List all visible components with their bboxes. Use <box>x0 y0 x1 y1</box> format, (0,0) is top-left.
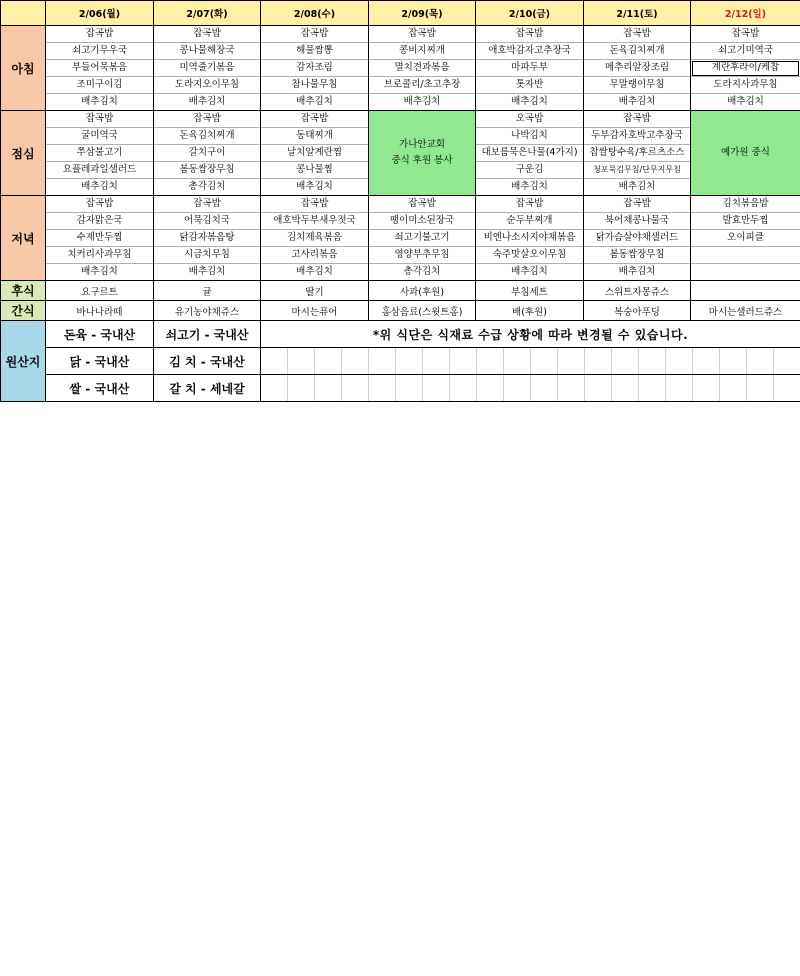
menu-item: 닭감자볶음탕 <box>154 230 260 247</box>
menu-item: 배추김치 <box>296 181 333 192</box>
menu-item: 영양부추무침 <box>369 247 475 264</box>
menu-item: 잡곡밥 <box>476 196 583 213</box>
origin-item: 김 치 - 국내산 <box>154 348 261 375</box>
notice-text: *위 식단은 식재료 수급 상황에 따라 변경될 수 있습니다. <box>261 321 800 348</box>
snack-cell: 홍삼음료(스윗트홍) <box>369 301 476 321</box>
menu-item: 오곡밥 <box>476 111 583 128</box>
dessert-cell <box>691 281 800 301</box>
menu-item: 두부감자호박고추장국 <box>584 128 690 145</box>
day-header-wed: 2/08(수) <box>261 1 369 26</box>
menu-item: 해물짬뽕 <box>261 43 368 60</box>
lunch-label: 점심 <box>1 111 46 196</box>
menu-item: 배추김치 <box>511 181 548 192</box>
breakfast-cell <box>46 26 154 111</box>
menu-item: 마파두부 <box>476 60 583 77</box>
menu-item: 브로콜리/초고추장 <box>369 77 475 94</box>
menu-item: 중식 후원 봉사 <box>391 155 453 166</box>
menu-item: 청포묵김무침/단무지무침 <box>584 162 690 179</box>
lunch-cell <box>584 111 691 196</box>
menu-item: 봄동쌈장무침 <box>154 162 260 179</box>
menu-item: 미역줄기볶음 <box>154 60 260 77</box>
breakfast-cell <box>154 26 261 111</box>
dessert-cell: 귤 <box>154 281 261 301</box>
menu-item: 어묵김치국 <box>154 213 260 230</box>
lunch-row <box>1 111 800 196</box>
menu-item: 콩나물찜 <box>261 162 368 179</box>
menu-item: 멸치견과볶음 <box>369 60 475 77</box>
menu-item: 잡곡밥 <box>476 26 583 43</box>
menu-item: 굴미역국 <box>46 128 153 145</box>
menu-item: 계란후라이/케찹 <box>691 60 800 77</box>
menu-item: 구운김 <box>476 162 583 179</box>
dinner-cell <box>154 196 261 281</box>
menu-item: 톳자반 <box>476 77 583 94</box>
menu-item: 팽이미소된장국 <box>369 213 475 230</box>
lunch-cell <box>476 111 584 196</box>
header-corner <box>1 1 46 26</box>
day-header-sun: 2/12(일) <box>691 1 800 26</box>
dinner-cell <box>261 196 369 281</box>
menu-item: 콩비지찌개 <box>369 43 475 60</box>
menu-item: 돈육김치찌개 <box>154 128 260 145</box>
dinner-row <box>1 196 800 281</box>
lunch-cell <box>369 111 476 196</box>
menu-item: 쭈삼불고기 <box>46 145 153 162</box>
menu-item: 북어채콩나물국 <box>584 213 690 230</box>
breakfast-cell <box>584 26 691 111</box>
origin-item: 쇠고기 - 국내산 <box>154 321 261 348</box>
origin-row-2 <box>1 348 800 375</box>
dessert-cell: 요구르트 <box>46 281 154 301</box>
dessert-cell: 딸기 <box>261 281 369 301</box>
menu-item: 치커리사과무침 <box>46 247 153 264</box>
menu-item: 감자조림 <box>261 60 368 77</box>
menu-item: 시금치무침 <box>154 247 260 264</box>
menu-item: 잡곡밥 <box>261 196 368 213</box>
menu-item: 발효만두찜 <box>691 213 800 230</box>
menu-item: 잡곡밥 <box>261 26 368 43</box>
menu-item: 갈치구이 <box>154 145 260 162</box>
menu-item: 도라지사과무침 <box>691 77 800 94</box>
menu-item: 메추리알장조림 <box>584 60 690 77</box>
snack-row <box>1 301 800 321</box>
origin-row-3 <box>1 375 800 402</box>
breakfast-cell <box>369 26 476 111</box>
menu-item: 잡곡밥 <box>584 111 690 128</box>
menu-item: 애호박감자고추장국 <box>476 43 583 60</box>
day-header-mon: 2/06(월) <box>46 1 154 26</box>
menu-item: 참나물무침 <box>261 77 368 94</box>
header-row <box>1 1 800 26</box>
menu-item: 배추김치 <box>618 266 656 277</box>
menu-item: 숙주맛살오이무침 <box>476 247 583 264</box>
menu-item: 쇠고기미역국 <box>691 43 800 60</box>
menu-item: 잡곡밥 <box>154 26 260 43</box>
menu-item: 무말랭이무침 <box>584 77 690 94</box>
menu-item: 애호박두부새우젓국 <box>261 213 368 230</box>
breakfast-row <box>1 26 800 111</box>
origin-item: 쌀 - 국내산 <box>46 375 154 402</box>
menu-item: 배추김치 <box>727 96 764 107</box>
origin-item: 갈 치 - 세네갈 <box>154 375 261 402</box>
menu-item: 쇠고기불고기 <box>369 230 475 247</box>
empty-grid <box>261 348 800 375</box>
menu-item: 비엔나소시지야채볶음 <box>476 230 583 247</box>
menu-item: 잡곡밥 <box>261 111 368 128</box>
menu-item: 배추김치 <box>511 96 548 107</box>
menu-item: 배추김치 <box>511 266 548 277</box>
snack-label: 간식 <box>1 301 46 321</box>
menu-item: 배추김치 <box>81 96 118 107</box>
menu-item: 잡곡밥 <box>584 196 690 213</box>
menu-item: 감자맑은국 <box>46 213 153 230</box>
menu-item: 쇠고기무우국 <box>46 43 153 60</box>
origin-row-1 <box>1 321 800 348</box>
snack-cell: 유기농야채쥬스 <box>154 301 261 321</box>
menu-item: 날치알계란찜 <box>261 145 368 162</box>
menu-item: 배추김치 <box>188 266 226 277</box>
weekly-menu-table <box>0 0 800 402</box>
menu-item: 배추김치 <box>81 266 118 277</box>
menu-item: 예가원 중식 <box>721 147 770 158</box>
menu-item: 동태찌개 <box>261 128 368 145</box>
menu-item: 닭가슴살야채샐러드 <box>584 230 690 247</box>
dessert-cell: 스위트자몽쥬스 <box>584 281 691 301</box>
empty-grid <box>261 375 800 402</box>
menu-item: 총각김치 <box>188 181 226 192</box>
dinner-label: 저녁 <box>1 196 46 281</box>
breakfast-cell <box>476 26 584 111</box>
menu-item: 잡곡밥 <box>369 26 475 43</box>
menu-item: 부들어묵볶음 <box>46 60 153 77</box>
menu-item: 배추김치 <box>188 96 226 107</box>
menu-item: 돈육김치찌개 <box>584 43 690 60</box>
dessert-label: 후식 <box>1 281 46 301</box>
menu-item: 대보름묵은나물(4가지) <box>476 145 583 162</box>
menu-item: 배추김치 <box>403 96 441 107</box>
dessert-row <box>1 281 800 301</box>
menu-item: 가나안교회 <box>399 139 445 150</box>
menu-item <box>691 247 800 264</box>
menu-item: 배추김치 <box>81 181 118 192</box>
menu-item: 잡곡밥 <box>46 111 153 128</box>
menu-item: 순두부찌개 <box>476 213 583 230</box>
origin-item: 닭 - 국내산 <box>46 348 154 375</box>
menu-item: 봄동쌈장무침 <box>584 247 690 264</box>
breakfast-cell <box>691 26 800 111</box>
menu-item <box>691 264 800 280</box>
dinner-cell <box>476 196 584 281</box>
lunch-cell <box>46 111 154 196</box>
day-header-fri: 2/10(금) <box>476 1 584 26</box>
menu-item: 잡곡밥 <box>154 196 260 213</box>
menu-item: 잡곡밥 <box>369 196 475 213</box>
menu-item: 오이피클 <box>691 230 800 247</box>
lunch-cell <box>261 111 369 196</box>
menu-item: 배추김치 <box>618 181 656 192</box>
snack-cell: 복숭아푸딩 <box>584 301 691 321</box>
dinner-cell <box>369 196 476 281</box>
menu-item: 총각김치 <box>403 266 441 277</box>
menu-item: 고사리볶음 <box>261 247 368 264</box>
menu-item: 잡곡밥 <box>691 26 800 43</box>
menu-item: 도라지오이무침 <box>154 77 260 94</box>
dinner-cell <box>691 196 800 281</box>
breakfast-label: 아침 <box>1 26 46 111</box>
breakfast-cell <box>261 26 369 111</box>
day-header-sat: 2/11(토) <box>584 1 691 26</box>
menu-item: 잡곡밥 <box>584 26 690 43</box>
dinner-cell <box>46 196 154 281</box>
menu-item: 요플레과일샐러드 <box>46 162 153 179</box>
snack-cell: 마시는샐러드쥬스 <box>691 301 800 321</box>
snack-cell: 마시는퓨어 <box>261 301 369 321</box>
menu-item: 조미구이김 <box>46 77 153 94</box>
menu-item: 김치제육볶음 <box>261 230 368 247</box>
snack-cell: 배(후원) <box>476 301 584 321</box>
menu-item: 찹쌀탕수육/후르츠소스 <box>584 145 690 162</box>
day-header-tue: 2/07(화) <box>154 1 261 26</box>
menu-item: 배추김치 <box>296 96 333 107</box>
dessert-cell: 사과(후원) <box>369 281 476 301</box>
origin-item: 돈육 - 국내산 <box>46 321 154 348</box>
lunch-cell <box>154 111 261 196</box>
day-header-thu: 2/09(목) <box>369 1 476 26</box>
menu-item: 나박김치 <box>476 128 583 145</box>
menu-item: 김치볶음밥 <box>691 196 800 213</box>
menu-item: 잡곡밥 <box>46 196 153 213</box>
menu-item: 잡곡밥 <box>46 26 153 43</box>
menu-item: 잡곡밥 <box>154 111 260 128</box>
menu-item: 콩나물해장국 <box>154 43 260 60</box>
dessert-cell: 부침세트 <box>476 281 584 301</box>
menu-item: 수제만두찜 <box>46 230 153 247</box>
menu-item: 배추김치 <box>296 266 333 277</box>
dinner-cell <box>584 196 691 281</box>
snack-cell: 바나나라떼 <box>46 301 154 321</box>
lunch-cell <box>691 111 800 196</box>
menu-item: 배추김치 <box>618 96 656 107</box>
origin-label: 원산지 <box>1 321 46 402</box>
